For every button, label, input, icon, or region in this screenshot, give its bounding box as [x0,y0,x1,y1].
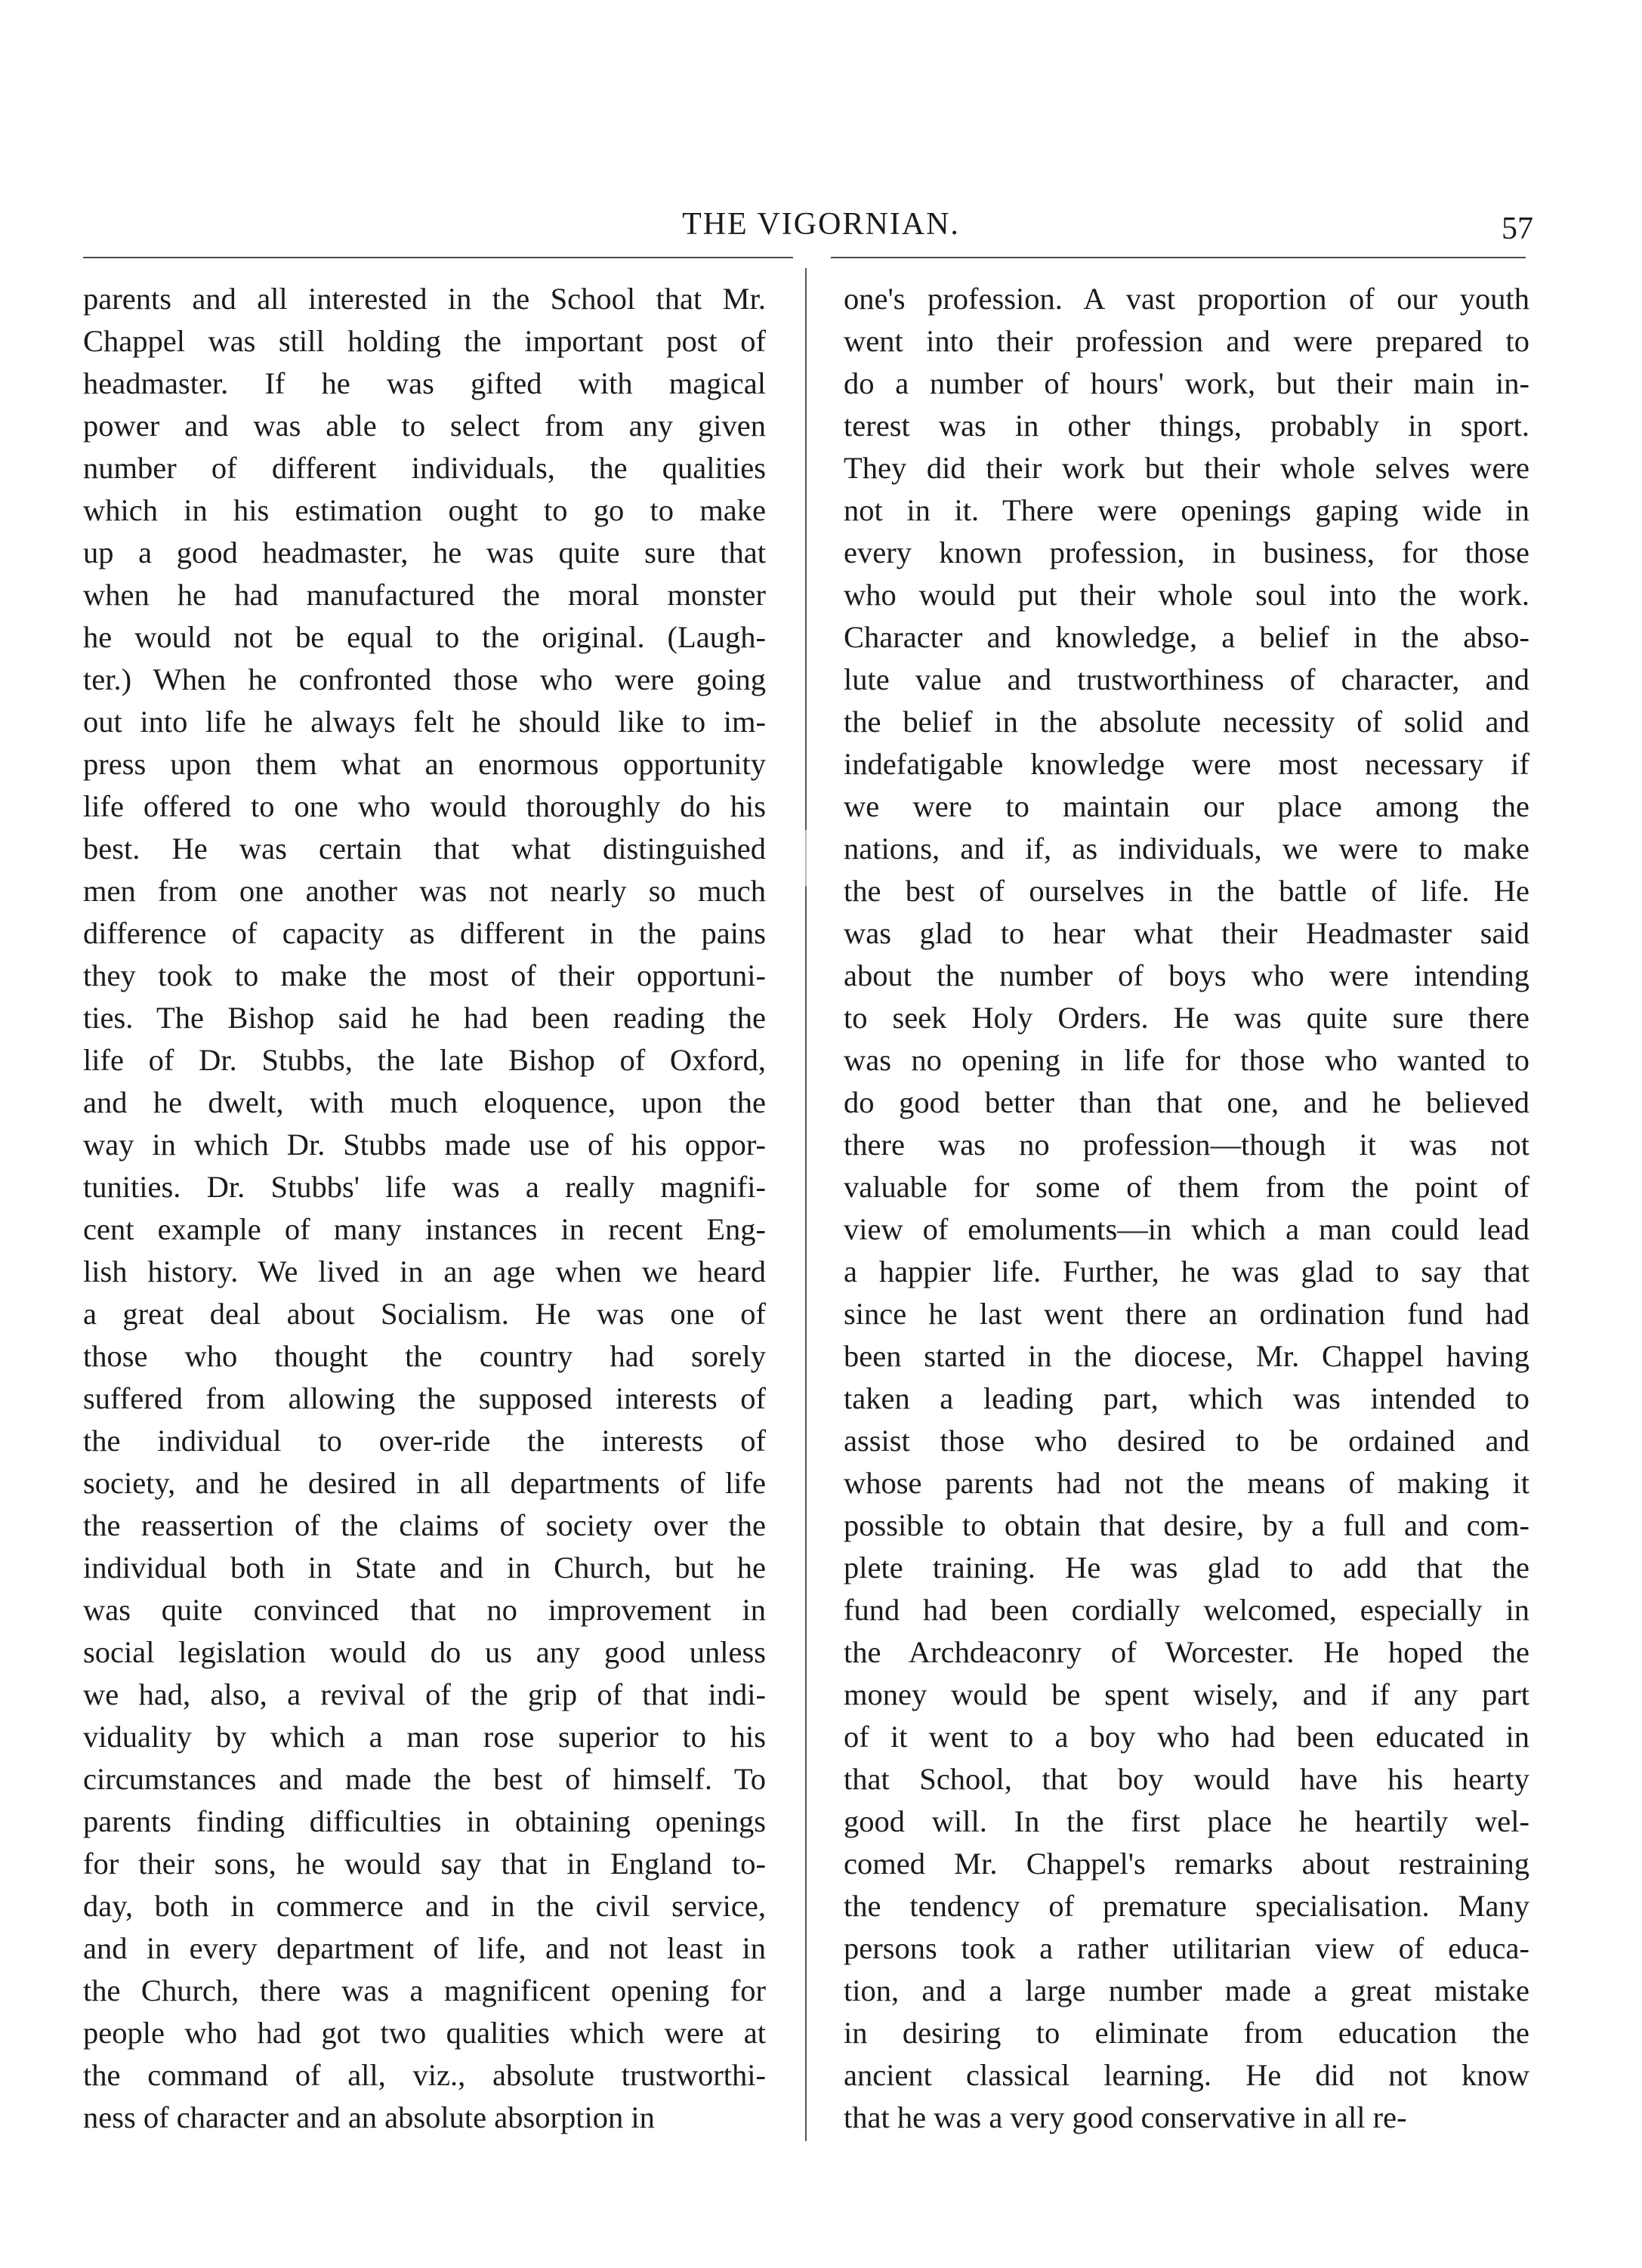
text-line: up a good headmaster, he was quite sure that [83,535,766,569]
text-line: They did their work but their whole selves were [844,451,1529,485]
text-line: the reassertion of the claims of society over the [83,1508,766,1542]
text-line: press upon them what an enormous opportunity [83,747,766,781]
text-line: money would be spent wisely, and if any part [844,1677,1529,1711]
text-line: do good better than that one, and he believed [844,1085,1529,1119]
text-line: since he last went there an ordination fund had [844,1297,1529,1331]
text-line: those who thought the country had sorely [83,1339,766,1373]
text-line: not in it. There were openings gaping wide in [844,493,1529,527]
text-line: day, both in commerce and in the civil service, [83,1889,766,1923]
text-line: view of emoluments—in which a man could lead [844,1212,1529,1246]
text-line: for their sons, he would say that in England to- [83,1847,766,1881]
text-line: number of different individuals, the qualities [83,451,766,485]
text-line: lish history. We lived in an age when we heard [83,1254,766,1288]
text-line: the command of all, viz., absolute trustworthi- [83,2058,766,2092]
text-line: difference of capacity as different in the pains [83,916,766,950]
page-number: 57 [1502,211,1533,246]
text-line: terest was in other things, probably in sport. [844,409,1529,443]
text-line: indefatigable knowledge were most necessary if [844,747,1529,781]
text-line: and in every department of life, and not least in [83,1931,766,1965]
text-line: every known profession, in business, for those [844,535,1529,569]
header-rule-left [83,257,793,258]
text-line: the best of ourselves in the battle of life. He [844,874,1529,908]
text-line: lute value and trustworthiness of character, and [844,662,1529,696]
text-line: society, and he desired in all departments of life [83,1466,766,1500]
text-line: ness of character and an absolute absorption in [83,2100,655,2134]
text-line: way in which Dr. Stubbs made use of his oppor- [83,1128,766,1162]
text-line: about the number of boys who were intending [844,958,1529,992]
text-line: that he was a very good conservative in all re- [844,2100,1407,2134]
text-line: a great deal about Socialism. He was one of [83,1297,766,1331]
text-line: assist those who desired to be ordained and [844,1424,1529,1458]
text-line: a happier life. Further, he was glad to say that [844,1254,1529,1288]
text-line: cent example of many instances in recent Eng- [83,1212,766,1246]
text-line: tunities. Dr. Stubbs' life was a really magnifi- [83,1170,766,1204]
text-line: the tendency of premature specialisation. Many [844,1889,1529,1923]
text-line: he would not be equal to the original. (Laugh- [83,620,766,654]
text-line: persons took a rather utilitarian view of educa- [844,1931,1529,1965]
text-line: one's profession. A vast proportion of our youth [844,282,1529,316]
text-line: tion, and a large number made a great mistake [844,1973,1529,2007]
text-line: ter.) When he confronted those who were going [83,662,766,696]
text-line: in desiring to eliminate from education the [844,2016,1529,2050]
text-line: we had, also, a revival of the grip of that indi- [83,1677,766,1711]
text-line: the individual to over-ride the interests of [83,1424,766,1458]
text-line: do a number of hours' work, but their main in- [844,366,1529,400]
text-line: plete training. He was glad to add that the [844,1551,1529,1585]
text-line: valuable for some of them from the point of [844,1170,1529,1204]
text-line: of it went to a boy who had been educated in [844,1720,1529,1754]
journal-title: THE VIGORNIAN. [682,207,960,242]
text-line: comed Mr. Chappel's remarks about restraining [844,1847,1529,1881]
text-line: good will. In the first place he heartily wel- [844,1804,1529,1838]
text-line: went into their profession and were prepared to [844,324,1529,358]
text-line: taken a leading part, which was intended to [844,1381,1529,1415]
text-line: best. He was certain that what distinguished [83,832,766,866]
text-line: parents and all interested in the School that Mr. [83,282,766,316]
text-line: power and was able to select from any given [83,409,766,443]
text-line: Character and knowledge, a belief in the abso- [844,620,1529,654]
text-line: ties. The Bishop said he had been reading the [83,1001,766,1035]
text-line: fund had been cordially welcomed, especially in [844,1593,1529,1627]
text-line: whose parents had not the means of making it [844,1466,1529,1500]
text-line: to seek Holy Orders. He was quite sure there [844,1001,1529,1035]
text-line: who would put their whole soul into the work. [844,578,1529,612]
text-line: parents finding difficulties in obtaining openings [83,1804,766,1838]
text-line: ancient classical learning. He did not know [844,2058,1529,2092]
text-line: social legislation would do us any good unless [83,1635,766,1669]
text-line: was no opening in life for those who wanted to [844,1043,1529,1077]
header-rule-right [831,257,1526,258]
text-line: which in his estimation ought to go to make [83,493,766,527]
text-line: circumstances and made the best of himself. To [83,1762,766,1796]
text-line: life of Dr. Stubbs, the late Bishop of Oxford, [83,1043,766,1077]
text-line: the Church, there was a magnificent opening for [83,1973,766,2007]
text-line: people who had got two qualities which were at [83,2016,766,2050]
text-line: viduality by which a man rose superior to his [83,1720,766,1754]
text-line: life offered to one who would thoroughly do his [83,789,766,823]
text-line: been started in the diocese, Mr. Chappel having [844,1339,1529,1373]
right-column [844,278,1529,2139]
text-line: out into life he always felt he should like to im- [83,705,766,739]
text-line: possible to obtain that desire, by a full and com- [844,1508,1529,1542]
text-line: nations, and if, as individuals, we were to make [844,832,1529,866]
text-line: suffered from allowing the supposed interests of [83,1381,766,1415]
text-line: the belief in the absolute necessity of solid and [844,705,1529,739]
text-line: they took to make the most of their opportuni- [83,958,766,992]
text-line: individual both in State and in Church, but he [83,1551,766,1585]
text-line: men from one another was not nearly so much [83,874,766,908]
text-line: was quite convinced that no improvement in [83,1593,766,1627]
text-line: the Archdeaconry of Worcester. He hoped the [844,1635,1529,1669]
text-line: there was no profession—though it was not [844,1128,1529,1162]
text-line: that School, that boy would have his hearty [844,1762,1529,1796]
text-line: was glad to hear what their Headmaster said [844,916,1529,950]
text-line: when he had manufactured the moral monster [83,578,766,612]
text-line: and he dwelt, with much eloquence, upon the [83,1085,766,1119]
column-divider [805,268,807,2141]
text-line: headmaster. If he was gifted with magical [83,366,766,400]
text-line: we were to maintain our place among the [844,789,1529,823]
text-line: Chappel was still holding the important post of [83,324,766,358]
left-column [83,278,766,2139]
